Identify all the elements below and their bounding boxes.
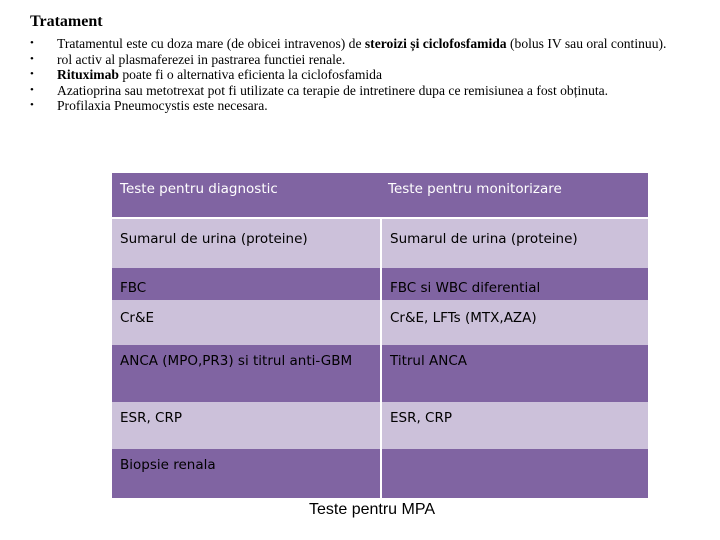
bullet-icon: •: [30, 83, 34, 96]
table-row: [112, 449, 648, 498]
bullet-item: • Azatioprina sau metotrexat pot fi utilizate ca terapie de intretinere dupa ce remisiunea a fost obținuta.: [30, 82, 609, 98]
table-cell: ESR, CRP: [380, 402, 648, 449]
treatment-bullet-list: [28, 36, 682, 114]
table-cell: ANCA (MPO,PR3) si titrul anti-GBM: [120, 353, 353, 369]
table-row: [112, 217, 648, 268]
bullet-icon: •: [30, 37, 34, 49]
table-caption: Teste pentru MPA: [309, 501, 435, 518]
table-cell: Cr&E, LFTs (MTX,AZA): [380, 300, 648, 345]
bullet-item: • Tratamentul este cu doza mare (de obicei intravenos) de steroizi și ciclofosfamida (bolus IV sau oral continuu).: [30, 36, 667, 51]
bullet-item: • rol activ al plasmaferezei in pastrarea functiei renale.: [30, 51, 346, 67]
section-title: Tratament: [30, 13, 103, 30]
header-cell-diagnostic: Teste pentru diagnostic: [120, 181, 278, 197]
header-cell-monitoring: Teste pentru monitorizare: [388, 181, 562, 197]
table-cell: Sumarul de urina (proteine): [380, 219, 648, 268]
bullet-item: • Rituximab poate fi o alternativa eficienta la ciclofosfamida: [30, 67, 382, 83]
table-cell: Biopsie renala: [120, 457, 216, 473]
bullet-icon: •: [30, 52, 34, 65]
table-cell: FBC: [120, 280, 147, 296]
table-row: [112, 402, 648, 449]
table-cell: ESR, CRP: [120, 410, 183, 426]
table-cell: Cr&E: [120, 310, 155, 326]
table-cell: Sumarul de urina (proteine): [120, 231, 308, 247]
tests-table: [112, 173, 648, 498]
table-row: [112, 268, 648, 300]
bullet-icon: •: [30, 68, 34, 81]
table-cell: Titrul ANCA: [380, 345, 648, 402]
bullet-item: • Profilaxia Pneumocystis este necesara.: [30, 98, 268, 114]
table-cell: FBC si WBC diferential: [380, 268, 648, 300]
table-row: [112, 300, 648, 345]
table-cell: [380, 449, 648, 498]
table-row: [112, 345, 648, 402]
bullet-icon: •: [30, 99, 34, 112]
table-header-row: [112, 173, 648, 217]
